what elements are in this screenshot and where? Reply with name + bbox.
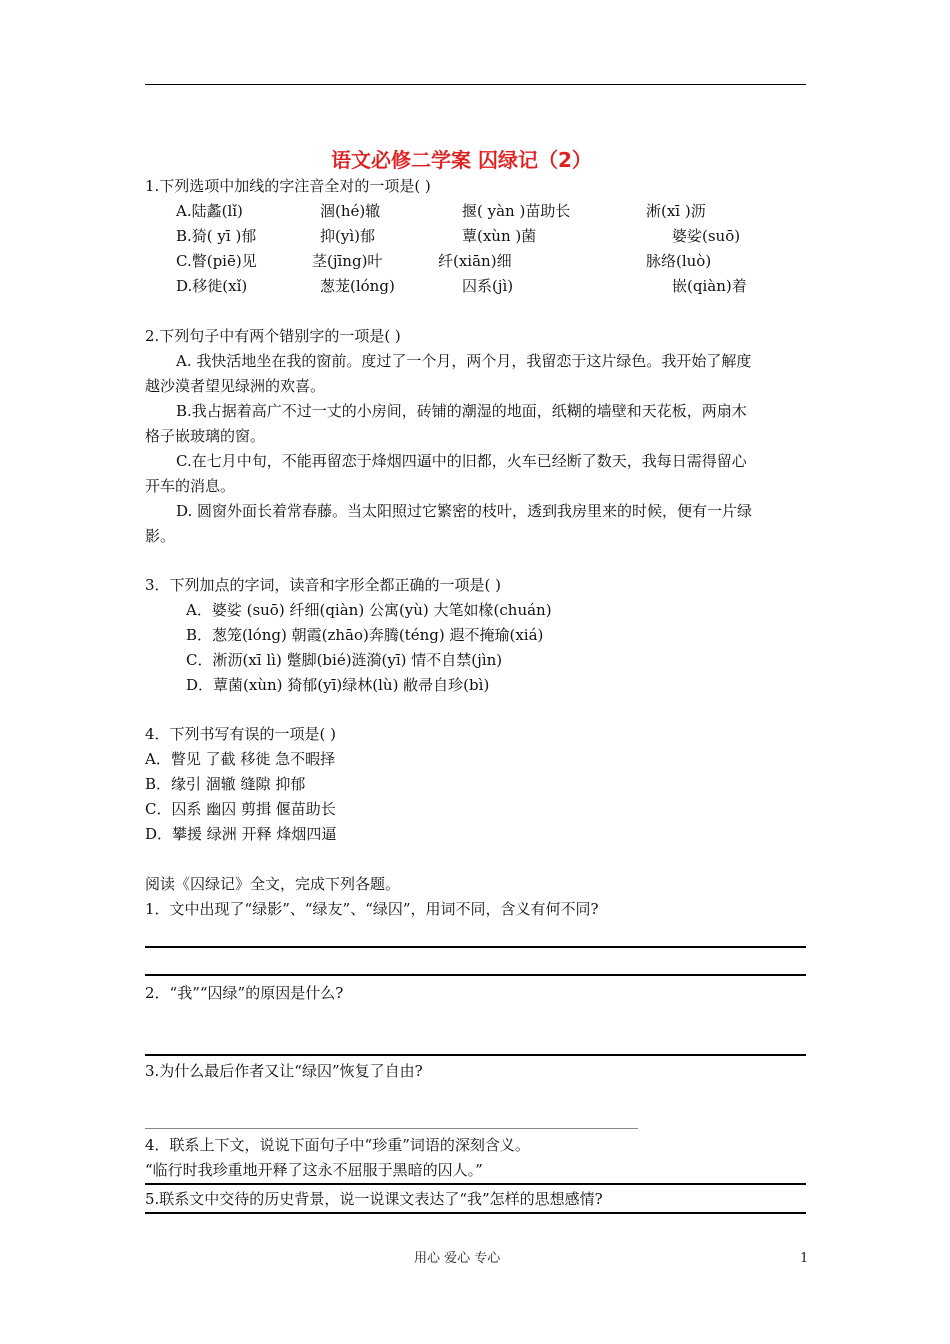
page-number: 1 [800, 1251, 809, 1266]
q4-stem: 4．下列书写有误的一项是( ) [145, 725, 337, 743]
q3-stem: 3．下列加点的字词，读音和字形全都正确的一项是( ) [145, 576, 502, 594]
reading-q3: 3.为什么最后作者又让“绿囚”恢复了自由? [145, 1062, 423, 1080]
header-rule [145, 84, 806, 85]
q2-line: B.我占据着高广不过一丈的小房间，砖铺的潮湿的地面，纸糊的墙壁和天花板，两扇木 [176, 402, 747, 420]
q1-stem: 1.下列选项中加线的字注音全对的一项是( ) [145, 177, 431, 195]
q3-option: B．葱笼(lóng) 朝霞(zhāo)奔腾(téng) 遐不掩瑜(xiá) [186, 626, 544, 644]
q4-option: A．瞥见 了截 移徙 急不暇择 [145, 750, 336, 768]
q1-option-cell: 茎(jīng)叶 [312, 252, 383, 270]
q1-option-cell: C.瞥(piē)见 [176, 252, 257, 270]
q2-stem: 2.下列句子中有两个错别字的一项是( ) [145, 327, 401, 345]
reading-q1: 1．文中出现了“绿影”、“绿友”、“绿囚”，用词不同，含义有何不同? [145, 900, 599, 918]
q1-option-cell: A.陆蠡(lǐ) [176, 202, 243, 220]
q1-option-cell: 涸(hé)辙 [320, 202, 381, 220]
q3-option: C．淅沥(xī lì) 蹩脚(bié)涟漪(yī) 情不自禁(jìn) [186, 651, 503, 669]
footer-text: 用心 爱心 专心 [414, 1251, 501, 1266]
q2-line: C.在七月中旬，不能再留恋于烽烟四逼中的旧都，火车已经断了数天，我每日需得留心 [176, 452, 747, 470]
q3-option: A．婆娑 (suō) 纤细(qiàn) 公寓(yù) 大笔如椽(chuán) [186, 601, 552, 619]
q2-line: 开车的消息。 [145, 477, 236, 495]
q4-option: D．攀援 绿洲 开释 烽烟四逼 [145, 825, 337, 843]
q3-option: D．蕈菌(xùn) 猗郁(yī)绿林(lù) 敝帚自珍(bì) [186, 676, 490, 694]
answer-line [145, 974, 806, 976]
answer-line [145, 1054, 806, 1056]
reading-intro: 阅读《囚绿记》全文，完成下列各题。 [145, 875, 401, 893]
q2-line: 越沙漠者望见绿洲的欢喜。 [145, 377, 326, 395]
q1-option-cell: 抑(yì)郁 [320, 227, 375, 245]
q1-option-cell: 嵌(qiàn)着 [672, 277, 747, 295]
answer-line [145, 1212, 806, 1214]
answer-line [145, 946, 806, 948]
q1-option-cell: 葱茏(lóng) [320, 277, 395, 295]
page-title: 语文必修二学案 囚绿记（2） [331, 148, 592, 172]
q4-option: C．囚系 幽囚 剪揖 偃苗助长 [145, 800, 336, 818]
reading-q5: 5.联系文中交待的历史背景，说一说课文表达了“我”怎样的思想感情? [145, 1190, 603, 1208]
q1-option-cell: 囚系(jì) [462, 277, 514, 295]
q1-option-cell: 脉络(luò) [646, 252, 712, 270]
q2-line: 影。 [145, 527, 176, 545]
q1-option-cell: 纤(xiān)细 [438, 252, 512, 270]
q2-line: A. 我快活地坐在我的窗前。度过了一个月，两个月，我留恋于这片绿色。我开始了解度 [176, 352, 752, 370]
reading-q4: 4．联系上下文，说说下面句子中“珍重”词语的深刻含义。 [145, 1136, 530, 1154]
q1-option-cell: D.移徙(xǐ) [176, 277, 248, 295]
q1-option-cell: 婆娑(suō) [672, 227, 741, 245]
q1-option-cell: 蕈(xùn )菌 [462, 227, 537, 245]
answer-line [145, 1128, 638, 1129]
reading-q2: 2．“我”“囚绿”的原因是什么? [145, 984, 344, 1002]
q1-option-cell: 揠( yàn )苗助长 [462, 202, 571, 220]
q2-line: D. 圆窗外面长着常春藤。当太阳照过它繁密的枝叶，透到我房里来的时候，便有一片绿 [176, 502, 753, 520]
q4-option: B．缘引 涸辙 缝隙 抑郁 [145, 775, 306, 793]
q1-option-cell: 淅(xī )沥 [646, 202, 706, 220]
q1-option-cell: B.猗( yī )郁 [176, 227, 257, 245]
answer-line [145, 1183, 806, 1185]
q2-line: 格子嵌玻璃的窗。 [145, 427, 266, 445]
reading-q4-quote: “临行时我珍重地开释了这永不屈服于黑暗的囚人。” [145, 1161, 483, 1179]
